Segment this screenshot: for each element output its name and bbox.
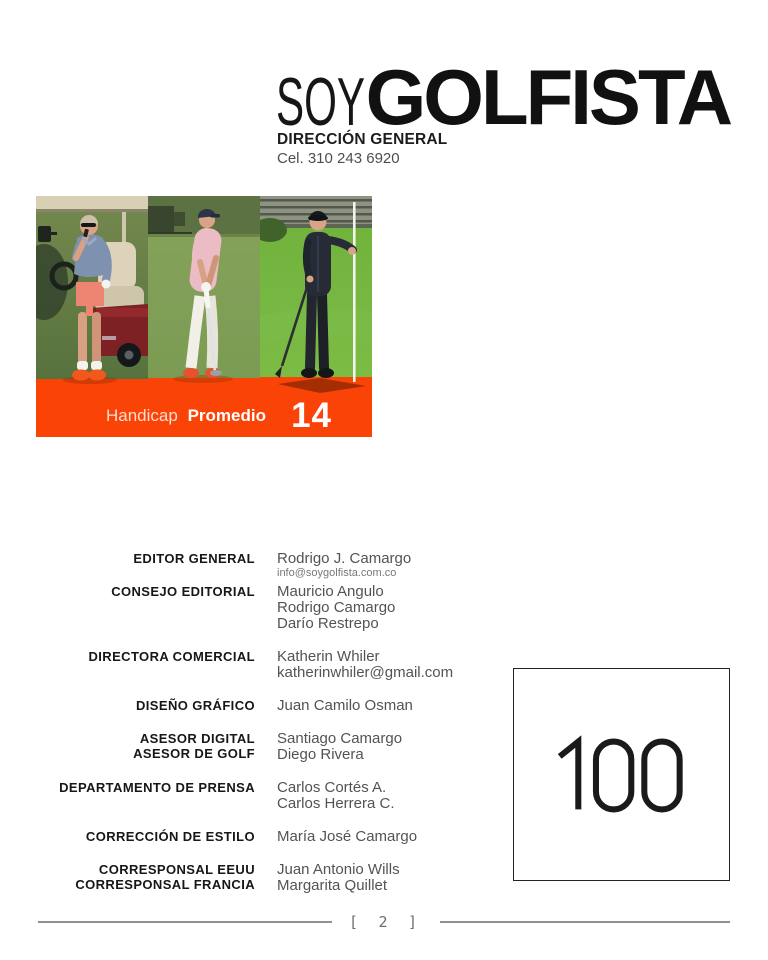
credit-role-line: DEPARTAMENTO DE PRENSA — [59, 780, 255, 795]
credit-names — [277, 862, 480, 894]
credit-role-line: CORRECCIÓN DE ESTILO — [85, 829, 255, 844]
credit-email: info@soygolfista.com.co — [277, 567, 397, 579]
credit-name: Juan Antonio Wills — [277, 861, 400, 878]
credit-role-line: EDITOR GENERAL — [133, 551, 255, 566]
issue-number — [556, 735, 688, 816]
brand-word-soy: SOY — [276, 64, 366, 140]
credit-row — [0, 862, 480, 894]
credit-names — [277, 551, 480, 580]
credit-names — [277, 780, 480, 812]
direccion-general-heading: DIRECCIÓN GENERAL — [277, 131, 448, 148]
credit-role-line: DISEÑO GRÁFICO — [136, 698, 255, 713]
brand-word-golfista: GOLFISTA — [365, 53, 731, 141]
credit-names — [277, 584, 480, 632]
handicap-label-regular: Handicap — [106, 406, 178, 425]
handicap-label-bold: Promedio — [187, 406, 266, 425]
credit-role-label — [0, 551, 255, 580]
footer-rule-right — [440, 921, 730, 923]
credit-names — [277, 829, 480, 845]
credit-name: Mauricio Angulo — [277, 583, 384, 600]
page-number-value: 2 — [378, 913, 388, 931]
credit-name: María José Camargo — [277, 828, 418, 845]
credit-role-line: ASESOR DE GOLF — [133, 746, 255, 761]
credit-row — [0, 731, 480, 763]
phone-number: Cel. 310 243 6920 — [277, 150, 400, 167]
credit-row — [0, 780, 480, 812]
bracket-close-icon: ] — [407, 913, 417, 931]
credit-row — [0, 584, 480, 632]
credit-name: Margarita Quillet — [277, 877, 388, 894]
credit-name: Rodrigo J. Camargo — [277, 550, 412, 567]
credit-names — [277, 649, 480, 681]
credit-name: Carlos Herrera C. — [277, 795, 395, 812]
credit-row — [0, 649, 480, 681]
credit-role-label — [0, 584, 255, 632]
credit-names — [277, 698, 480, 714]
credit-name: Katherin Whiler — [277, 648, 380, 665]
credit-name: Rodrigo Camargo — [277, 599, 396, 616]
credits-list — [0, 551, 480, 911]
credit-role-label — [0, 649, 255, 681]
credit-role-label — [0, 780, 255, 812]
handicap-banner — [36, 395, 372, 437]
issue-number-box — [513, 668, 730, 881]
handicap-value: 14 — [291, 396, 332, 435]
credit-name: Darío Restrepo — [277, 615, 379, 632]
credit-role-label — [0, 698, 255, 714]
credit-names — [277, 731, 480, 763]
credit-role-line: ASESOR DIGITAL — [139, 731, 255, 746]
credit-role-line: CORRESPONSAL EEUU — [98, 862, 255, 877]
photo-golfer-flagstick — [260, 196, 372, 395]
photo-strip — [36, 196, 372, 395]
photo-golfer-swinging — [148, 196, 260, 395]
credit-role-line: CORRESPONSAL FRANCIA — [75, 877, 255, 892]
footer-rule-left — [38, 921, 332, 923]
credit-name: Santiago Camargo — [277, 730, 403, 747]
page-number — [349, 913, 417, 931]
photo-golfer-on-phone — [36, 196, 148, 395]
credit-role-line: CONSEJO EDITORIAL — [111, 584, 255, 599]
credit-name: Diego Rivera — [277, 746, 364, 763]
credit-role-label — [0, 829, 255, 845]
credit-email: katherinwhiler@gmail.com — [277, 664, 454, 681]
credit-row — [0, 551, 480, 580]
handicap-label — [106, 406, 266, 426]
credit-name: Juan Camilo Osman — [277, 697, 413, 714]
credit-row — [0, 698, 480, 714]
bracket-open-icon: [ — [349, 913, 359, 931]
credit-role-label — [0, 862, 255, 894]
credit-role-label — [0, 731, 255, 763]
credit-name: Carlos Cortés A. — [277, 779, 387, 796]
credit-row — [0, 829, 480, 845]
credit-role-line: DIRECTORA COMERCIAL — [88, 649, 255, 664]
